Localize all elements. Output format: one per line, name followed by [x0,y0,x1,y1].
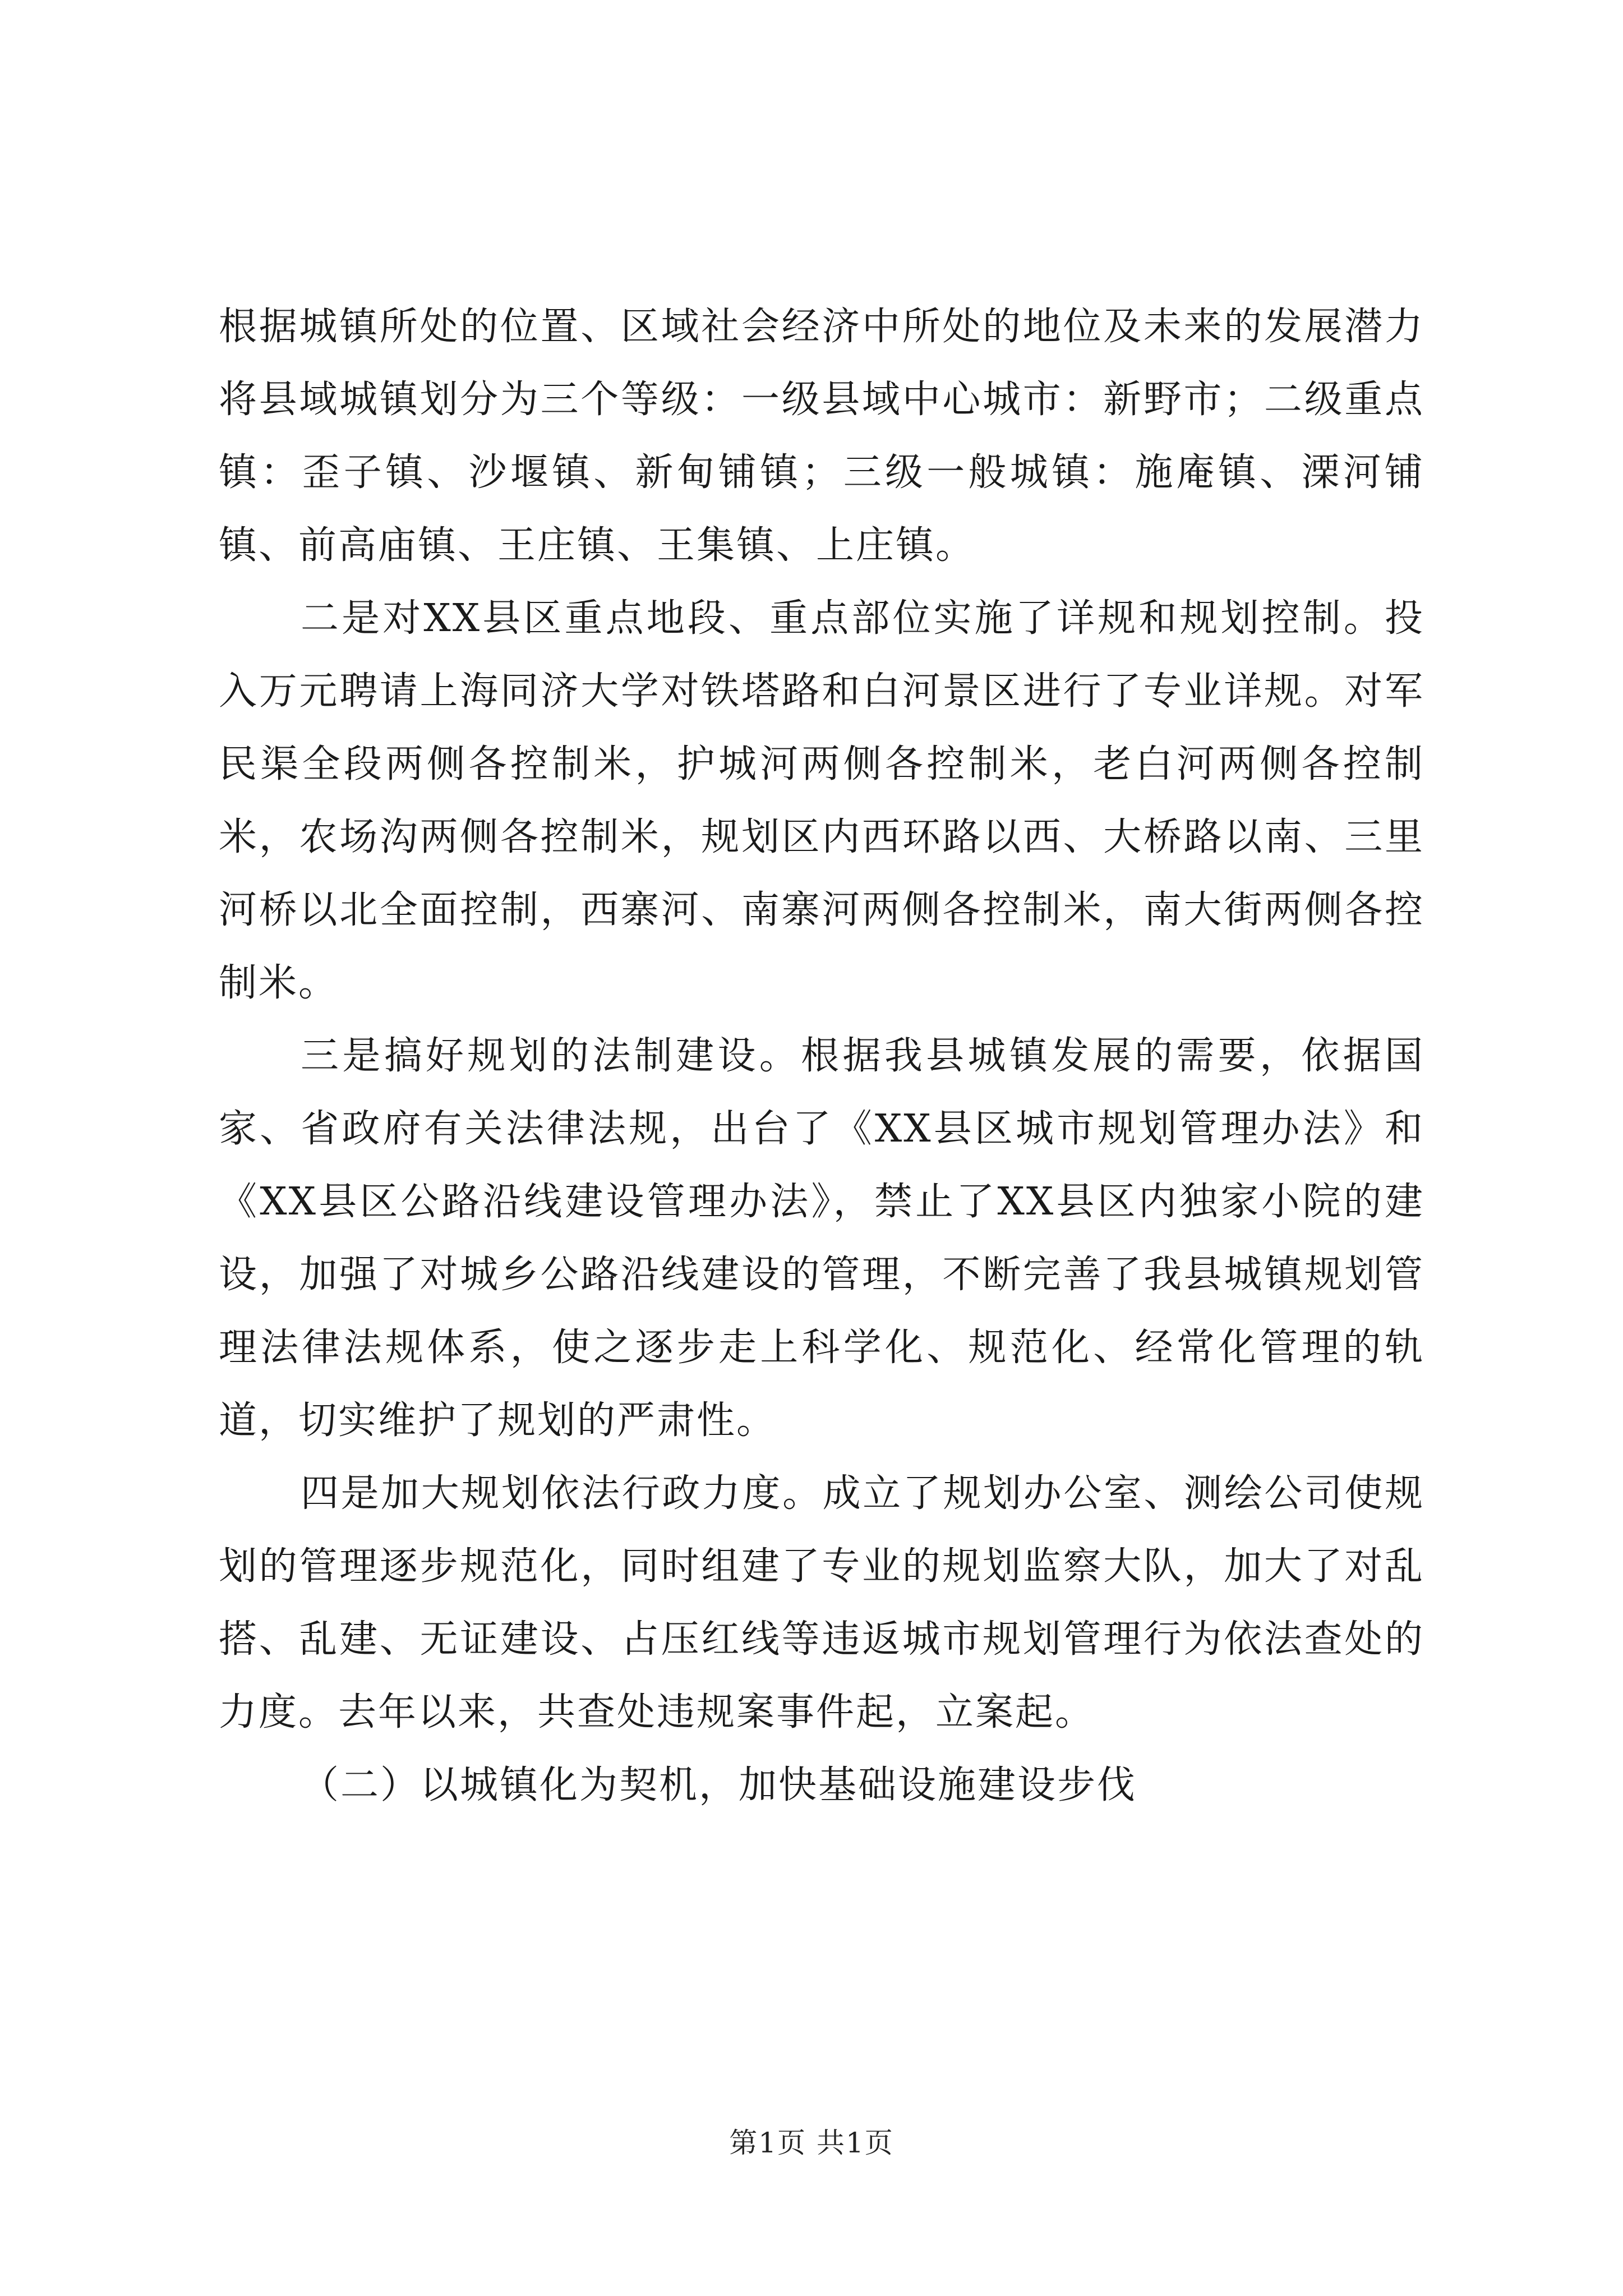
document-body [219,291,1424,1822]
paragraph-enforcement: 四是加大规划依法行政力度。成立了规划办公室、测绘公司使规划的管理逐步规范化，同时组建了专业的规划监察大队，加大了对乱搭、乱建、无证建设、占压红线等违返城市规划管理行为依法查处的力度。去年以来，共查处违规案事件起，立案起。 [219,1471,1424,1734]
paragraph-legal-system: 三是搞好规划的法制建设。根据我县城镇发展的需要，依据国家、省政府有关法律法规，出台了《XX县区城市规划管理办法》和《XX县区公路沿线建设管理办法》，禁止了XX县区内独家小院的建设，加强了对城乡公路沿线建设的管理，不断完善了我县城镇规划管理法律法规体系，使之逐步走上科学化、规范化、经常化管理的轨道，切实维护了规划的严肃性。 [219,1034,1424,1443]
section-heading-infrastructure: （二）以城镇化为契机，加快基础设施建设步伐 [301,1763,1137,1807]
page-footer: 第1页 共1页 [729,2127,894,2159]
paragraph-town-classification: 根据城镇所处的位置、区域社会经济中所处的地位及未来的发展潜力将县域城镇划分为三个等级：一级县域中心城市：新野市；二级重点镇：歪子镇、沙堰镇、新甸铺镇；三级一般城镇：施庵镇、溧河铺镇、前高庙镇、王庄镇、王集镇、上庄镇。 [219,305,1424,568]
paragraph-detailed-planning: 二是对XX县区重点地段、重点部位实施了详规和规划控制。投入万元聘请上海同济大学对铁塔路和白河景区进行了专业详规。对军民渠全段两侧各控制米，护城河两侧各控制米，老白河两侧各控制米，农场沟两侧各控制米，规划区内西环路以西、大桥路以南、三里河桥以北全面控制，西寨河、南寨河两侧各控制米，南大街两侧各控制米。 [219,596,1424,1005]
